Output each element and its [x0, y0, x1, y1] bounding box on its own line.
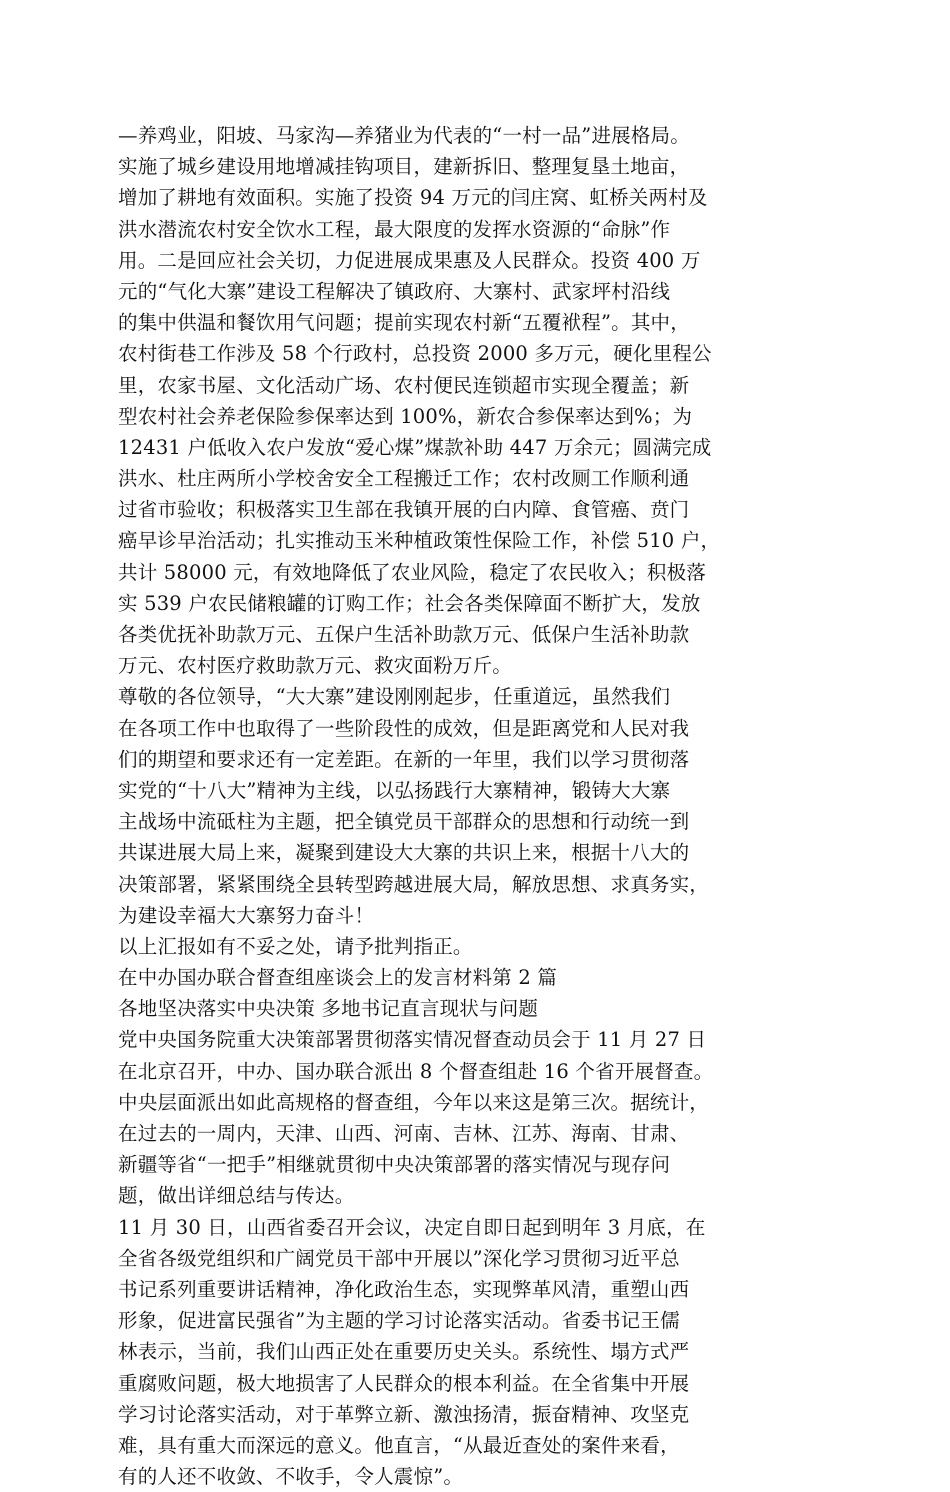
- text-line: 用。二是回应社会关切，力促进展成果惠及人民群众。投资 400 万: [118, 248, 701, 272]
- text-line: —养鸡业，阳坡、马家沟—养猪业为代表的“一村一品”进展格局。: [118, 124, 690, 147]
- text-line: 增加了耕地有效面积。实施了投资 94 万元的闫庄窝、虹桥关两村及: [118, 186, 708, 210]
- text-line: 党中央国务院重大决策部署贯彻落实情况督查动员会于 11 月 27 日: [118, 1028, 707, 1052]
- text-line: 万元、农村医疗救助款万元、救灾面粉万斤。: [118, 654, 513, 678]
- text-line: 中央层面派出如此高规格的督查组，今年以来这是第三次。据统计，: [118, 1090, 710, 1114]
- text-line: 在各项工作中也取得了一些阶段性的成效，但是距离党和人民对我: [118, 716, 690, 740]
- document-body: [118, 120, 838, 1492]
- text-line: 实党的“十八大”精神为主线，以弘扬践行大寨精神，锻铸大大寨: [118, 778, 671, 802]
- text-line: 洪水潜流农村安全饮水工程，最大限度的发挥水资源的“命脉”作: [118, 217, 671, 241]
- text-line: 以上汇报如有不妥之处，请予批判指正。: [118, 934, 473, 958]
- text-line: 农村街巷工作涉及 58 个行政村，总投资 2000 多万元，硬化里程公: [118, 342, 712, 366]
- text-line: 为建设幸福大大寨努力奋斗！: [118, 903, 375, 927]
- text-line: 重腐败问题，极大地损害了人民群众的根本利益。在全省集中开展: [118, 1371, 690, 1395]
- text-line: 12431 户低收入农户发放“爱心煤”煤款补助 447 万余元；圆满完成: [118, 435, 712, 459]
- text-line: 实施了城乡建设用地增减挂钩项目，建新拆旧、整理复垦土地亩，: [118, 155, 690, 179]
- text-line: 新疆等省“一把手”相继就贯彻中央决策部署的落实情况与现存问: [118, 1153, 671, 1177]
- text-line: 尊敬的各位领导，“大大寨”建设刚刚起步，任重道远，虽然我们: [118, 685, 671, 709]
- text-line: 难，具有重大而深远的意义。他直言，“从最近查处的案件来看，: [118, 1433, 680, 1457]
- text-line: 各类优抚补助款万元、五保户生活补助款万元、低保户生活补助款: [118, 623, 690, 646]
- text-line: 共计 58000 元，有效地降低了农业风险，稳定了农民收入；积极落: [118, 560, 707, 584]
- text-line: 各地坚决落实中央决策 多地书记直言现状与问题: [118, 997, 539, 1021]
- text-line: 元的“气化大寨”建设工程解决了镇政府、大寨村、武家坪村沿线: [118, 279, 671, 303]
- text-line: 林表示，当前，我们山西正处在重要历史关头。系统性、塌方式严: [118, 1340, 690, 1364]
- text-line: 形象，促进富民强省”为主题的学习讨论落实活动。省委书记王儒: [118, 1309, 680, 1333]
- text-line: 癌早诊早治活动；扎实推动玉米种植政策性保险工作，补偿 510 户，: [118, 529, 721, 553]
- text-line: 实 539 户农民储粮罐的订购工作；社会各类保障面不断扩大，发放: [118, 591, 701, 615]
- text-line: 共谋进展大局上来，凝聚到建设大大寨的共识上来，根据十八大的: [118, 841, 690, 865]
- text-line: 全省各级党组织和广阔党员干部中开展以”深化学习贯彻习近平总: [118, 1246, 680, 1270]
- text-line: 的集中供温和餐饮用气问题；提前实现农村新“五覆袱程”。其中，: [118, 311, 690, 335]
- text-line: 学习讨论落实活动，对于革弊立新、激浊扬清，振奋精神、攻坚克: [118, 1402, 690, 1426]
- text-line: 主战场中流砥柱为主题，把全镇党员干部群众的思想和行动统一到: [118, 810, 690, 834]
- text-line: 书记系列重要讲话精神，净化政治生态，实现弊革风清，重塑山西: [118, 1277, 690, 1301]
- text-line: 型农村社会养老保险参保率达到 100%，新农合参保率达到%；为: [118, 404, 693, 428]
- text-line: 在过去的一周内，天津、山西、河南、吉林、江苏、海南、甘肃、: [118, 1122, 690, 1145]
- text-line: 们的期望和要求还有一定差距。在新的一年里，我们以学习贯彻落: [118, 747, 690, 771]
- text-line: 里，农家书屋、文化活动广场、农村便民连锁超市实现全覆盖；新: [118, 373, 690, 397]
- text-line: 有的人还不收敛、不收手，令人震惊”。: [118, 1465, 464, 1489]
- text-line: 在中办国办联合督查组座谈会上的发言材料第 2 篇: [118, 966, 558, 990]
- text-line: 题，做出详细总结与传达。: [118, 1184, 355, 1208]
- text-line: 决策部署，紧紧围绕全县转型跨越进展大局，解放思想、求真务实，: [118, 872, 710, 896]
- text-line: 在北京召开，中办、国办联合派出 8 个督查组赴 16 个省开展督查。: [118, 1059, 714, 1083]
- text-line: 过省市验收；积极落实卫生部在我镇开展的白内障、食管癌、贲门: [118, 498, 690, 522]
- text-line: 洪水、杜庄两所小学校舍安全工程搬迁工作；农村改厕工作顺利通: [118, 467, 690, 491]
- text-line: 11 月 30 日，山西省委召开会议，决定自即日起到明年 3 月底，在: [118, 1215, 706, 1239]
